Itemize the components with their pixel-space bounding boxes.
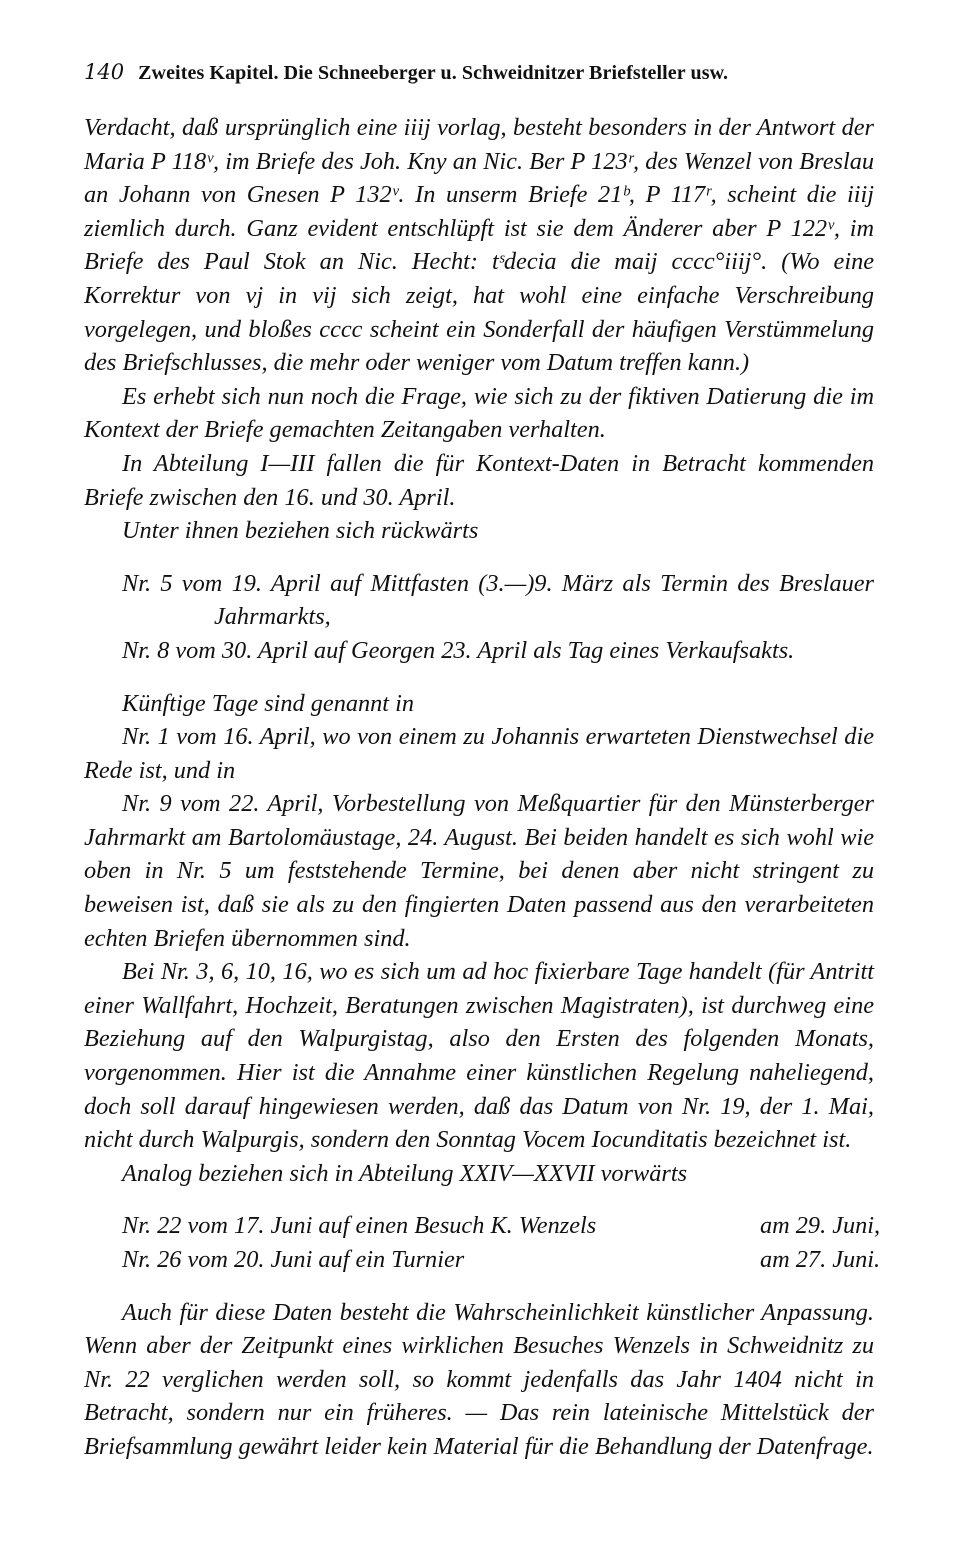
paragraph-abteilung: In Abteilung I—III fallen die für Kontext-Daten in Betracht kommenden Briefe zwischen den 16. und 30. April. <box>84 449 874 511</box>
body-text <box>84 111 881 1464</box>
paragraph-kuenftige: Künftige Tage sind genannt in <box>122 689 415 717</box>
page-number: 140 <box>84 60 125 84</box>
paragraph-walpurgis: Bei Nr. 3, 6, 10, 16, wo es sich um ad hoc fixierbare Tage handelt (für Antritt einer Wallfahrt, Hochzeit, Beratungen zwischen Magistraten), ist durchweg eine Beziehung auf den Walpurgistag, also den Ersten des folgenden Monats, vorgenommen. Hier ist die Annahme einer künstlichen Regelung naheliegend, doch soll darauf hingewiesen werden, daß das Datum von Nr. 19, der 1. Mai, nicht durch Walpurgis, sondern den Sonntag Vocem Iocunditatis bezeichnet ist. <box>84 958 874 1154</box>
paragraph-closing: Auch für diese Daten besteht die Wahrscheinlichkeit künstlicher Anpassung. Wenn aber der Zeitpunkt eines wirklichen Besuches Wenzels in Schweidnitz zu Nr. 22 verglichen werden soll, so kommt jedenfalls das Jahr 1404 nicht in Betracht, sondern nur ein früheres. — Das rein lateinische Mittelstück der Briefsammlung gewährt leider kein Material für die Behandlung der Datenfrage. <box>84 1298 874 1460</box>
running-title: Zweites Kapitel. Die Schneeberger u. Schweidnitzer Briefsteller usw. <box>138 62 729 84</box>
paragraph-verdacht: Verdacht, daß ursprünglich eine iiij vorlag, besteht besonders in der Antwort der Maria P 118ᵛ, im Briefe des Joh. Kny an Nic. Ber P 123ʳ, des Wenzel von Breslau an Johann von Gnesen P 132ᵛ. In unserm Briefe 21ᵇ, P 117ʳ, scheint die iiij ziemlich durch. Ganz evident entschlüpft ist sie dem Änderer aber P 122ᵛ, im Briefe des Paul Stok an Nic. Hecht: tˢdecia die maij cccc°iiij°. (Wo eine Korrektur von vj in vij sich zeigt, hat wohl eine einfache Verschreibung vorgelegen, und bloßes cccc scheint ein Sonderfall der häufigen Verstümmelung des Briefschlusses, die mehr oder weniger vom Datum treffen kann.) <box>84 114 874 377</box>
list-row-text: Nr. 22 vom 17. Juni auf einen Besuch K. Wenzels <box>122 1212 597 1240</box>
list-row-text: Nr. 26 vom 20. Juni auf ein Turnier <box>122 1246 465 1273</box>
list-item-nr5: Nr. 5 vom 19. April auf Mittfasten (3.—)9. März als Termin des Breslauer Jahrmarkts, <box>122 569 874 631</box>
list-row-nr22 <box>84 1209 881 1243</box>
list-row-date: am 29. Juni, <box>760 1212 881 1240</box>
list-row-date: am 27. Juni. <box>760 1246 881 1273</box>
running-head <box>84 62 874 83</box>
list-row-nr26 <box>84 1243 881 1277</box>
paragraph-frage: Es erhebt sich nun noch die Frage, wie sich zu der fiktiven Datierung die im Kontext der Briefe gemachten Zeitangaben verhalten. <box>84 382 874 444</box>
paragraph-nr9: Nr. 9 vom 22. April, Vorbestellung von Meßquartier für den Münsterberger Jahrmarkt am Bartolomäustage, 24. August. Bei beiden handelt es sich wohl wie oben in Nr. 5 um feststehende Termine, bei denen aber nicht stringent zu beweisen ist, daß sie als zu den fingierten Daten passend aus den verarbeiteten echten Briefen übernommen sind. <box>84 790 874 952</box>
paragraph-nr1: Nr. 1 vom 16. April, wo von einem zu Johannis erwarteten Dienstwechsel die Rede ist, und in <box>84 723 874 784</box>
paragraph-analog: Analog beziehen sich in Abteilung XXIV—XXVII vorwärts <box>122 1159 688 1187</box>
book-page <box>84 60 881 1464</box>
list-item-nr8: Nr. 8 vom 30. April auf Georgen 23. April als Tag eines Verkaufsakts. <box>122 636 795 664</box>
paragraph-rueckwaerts: Unter ihnen beziehen sich rückwärts <box>122 517 479 545</box>
